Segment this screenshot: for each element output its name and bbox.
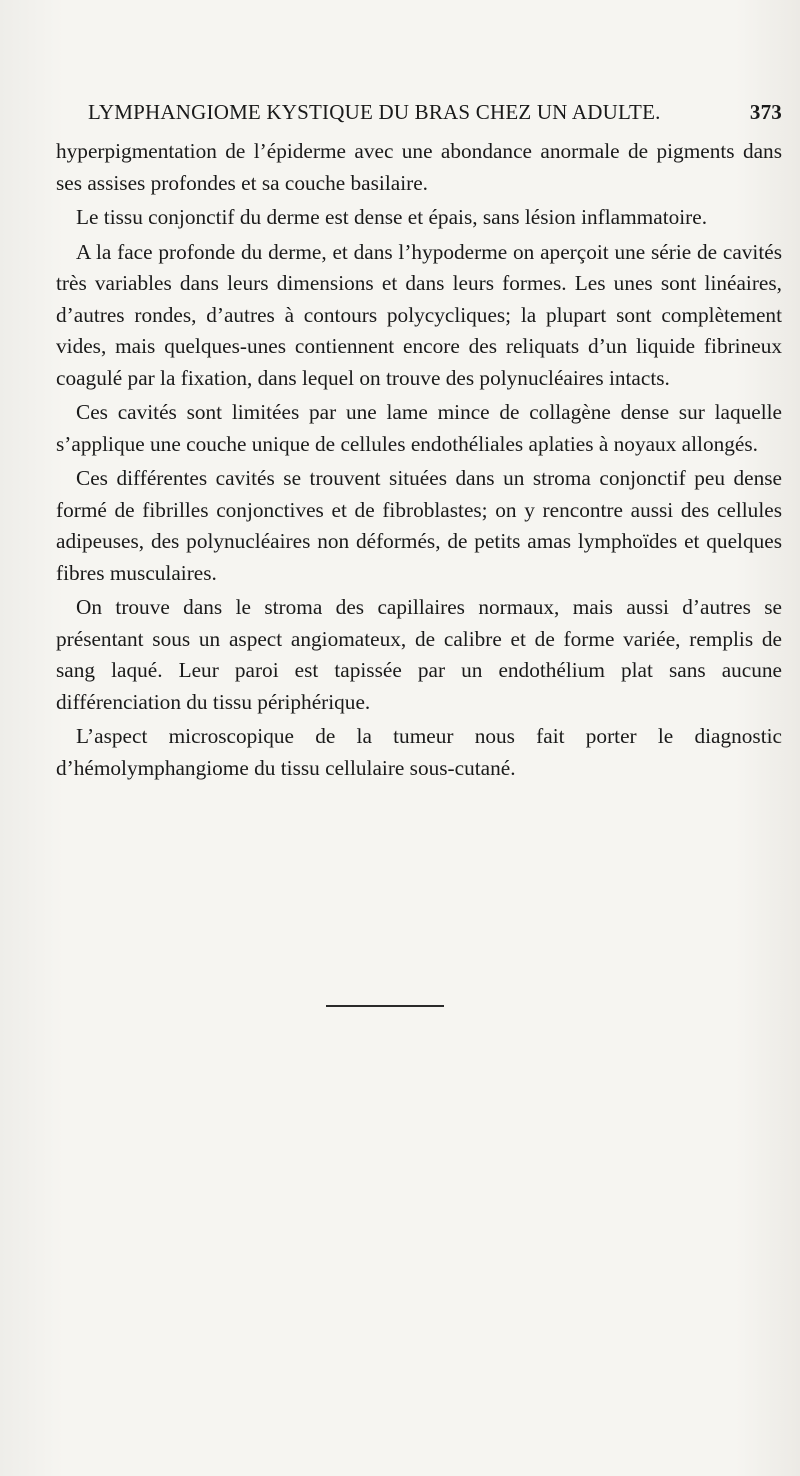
- section-end-rule: [326, 1005, 444, 1007]
- paragraph-capillaires: On trouve dans le stroma des capillaires normaux, mais aussi d’autres se présentant sous un aspect angiomateux, de calibre et de forme variée, remplis de sang laqué. Leur paroi est tapissée par un endothélium plat sans aucune différenciation du tissu périphérique.: [56, 595, 782, 714]
- paragraph-derme: Le tissu conjonctif du derme est dense et épais, sans lésion inflammatoire.: [76, 205, 708, 229]
- page-number: 373: [749, 100, 782, 124]
- paragraph-hypoderme-cavites: A la face profonde du derme, et dans l’hypoderme on aperçoit une série de cavités très variables dans leurs dimensions et dans leurs formes. Les unes sont linéaires, d’autres rondes, d’autres à contours polycycliques; la plupart sont complètement vides, mais quelques-unes contiennent encore des reliquats d’un liquide fibrineux coagulé par la fixation, dans lequel on trouve des polynucléaires intacts.: [56, 239, 782, 390]
- paragraph-continuation: hyperpigmentation de l’épiderme avec une abondance anormale de pigments dans ses assises profondes et sa couche basilaire.: [56, 139, 782, 195]
- body-text: [56, 136, 782, 787]
- running-head: [88, 96, 782, 128]
- running-title: LYMPHANGIOME KYSTIQUE DU BRAS CHEZ UN ADULTE.: [88, 100, 661, 124]
- paragraph-diagnostic: L’aspect microscopique de la tumeur nous fait porter le diagnostic d’hémolymphangiome du tissu cellulaire sous-cutané.: [56, 724, 782, 780]
- paragraph-stroma: Ces différentes cavités se trouvent situées dans un stroma conjonctif peu dense formé de fibrilles conjonctives et de fibroblastes; on y rencontre aussi des cellules adipeuses, des polynucléaires non déformés, de petits amas lymphoïdes et quelques fibres musculaires.: [56, 466, 782, 585]
- paragraph-collagene: Ces cavités sont limitées par une lame mince de collagène dense sur laquelle s’applique une couche unique de cellules endothéliales aplaties à noyaux allongés.: [56, 400, 782, 456]
